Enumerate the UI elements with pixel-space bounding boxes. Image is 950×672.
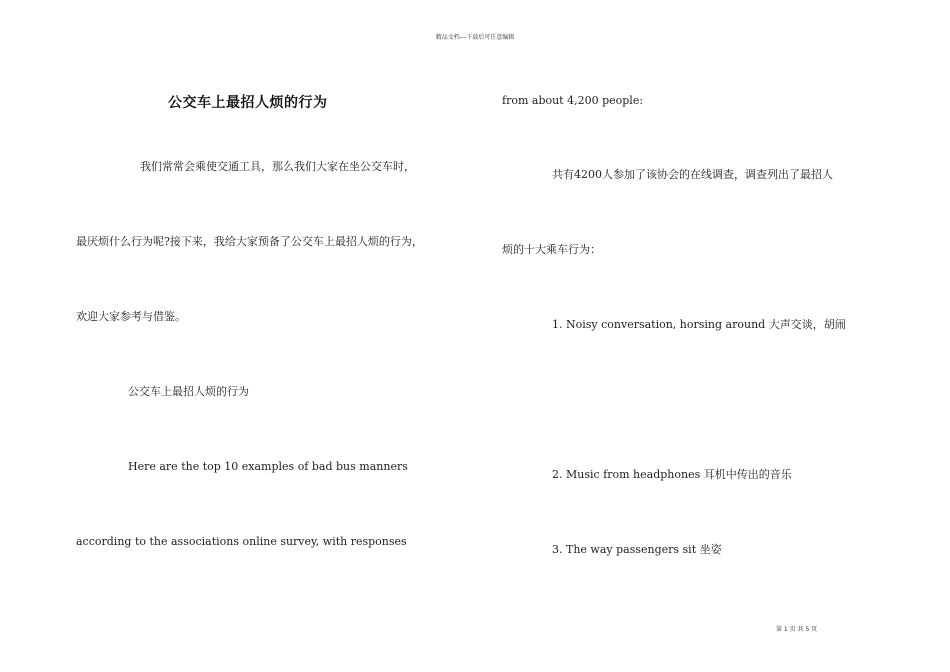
paragraph-line: according to the associations online survey, with responses bbox=[76, 535, 407, 548]
paragraph-line: 欢迎大家参考与借鉴。 bbox=[76, 310, 186, 323]
paragraph-line: Here are the top 10 examples of bad bus manners bbox=[128, 460, 408, 473]
paragraph-line: 烦的十大乘车行为： bbox=[502, 243, 601, 256]
list-item: 1. Noisy conversation, horsing around 大声交谈，胡闹 bbox=[552, 318, 846, 331]
paragraph-line: from about 4,200 people: bbox=[502, 94, 644, 107]
section-heading: 公交车上最招人烦的行为 bbox=[128, 385, 249, 398]
page-indicator: 第 1 页 共 5 页 bbox=[776, 626, 818, 633]
list-item: 3. The way passengers sit 坐姿 bbox=[552, 543, 722, 556]
paragraph-line: 最厌烦什么行为呢?接下来，我给大家预备了公交车上最招人烦的行为， bbox=[76, 235, 423, 248]
header-note: 精品文档---下载后可任意编辑 bbox=[435, 34, 515, 41]
document-title: 公交车上最招人烦的行为 bbox=[168, 95, 328, 111]
paragraph-line: 共有4200人参加了该协会的在线调查，调查列出了最招人 bbox=[552, 168, 833, 181]
paragraph-line: 我们常常会乘使交通工具，那么我们大家在坐公交车时， bbox=[140, 160, 415, 173]
list-item: 2. Music from headphones 耳机中传出的音乐 bbox=[552, 468, 792, 481]
